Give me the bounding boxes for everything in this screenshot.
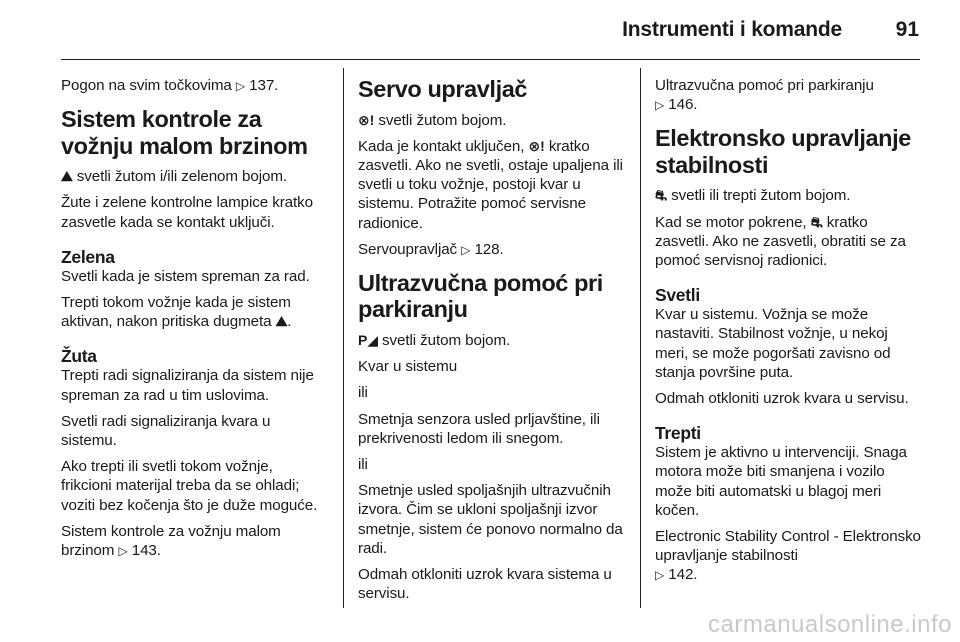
paragraph: Trepti radi signaliziranja da sistem nije spreman za rad u tim uslovima. — [61, 367, 314, 404]
subheading-yellow: Žuta — [61, 346, 97, 367]
page-ref-arrow-icon: ▷ — [118, 544, 128, 559]
paragraph: Odmah otkloniti uzrok kvara sistema u servisu. — [358, 565, 612, 603]
paragraph: ili — [358, 384, 368, 402]
paragraph: Odmah otkloniti uzrok kvara u servisu. — [655, 390, 909, 408]
parking-assist-lamp-desc: P◢ svetli žutom bojom. — [358, 331, 511, 349]
paragraph: Svetli kada je sistem spreman za rad. — [61, 267, 310, 285]
page-ref-arrow-icon: ▷ — [461, 242, 471, 257]
paragraph: Smetnja senzora usled prljavštine, ili prekrivenosti ledom ili snegom. — [358, 410, 600, 447]
column-separator-1 — [343, 68, 344, 608]
column-1 — [61, 76, 327, 568]
page-ref-arrow-icon: ▷ — [655, 568, 665, 583]
paragraph: Ako trepti ili svetli tokom vožnje, frikcioni materijal treba da se ohladi; voziti bez kočenja što je duže moguće. — [61, 458, 318, 514]
parking-assist-reference: Ultrazvučna pomoć pri parkiranju ▷ 146. — [655, 77, 874, 114]
parking-assist-icon: P◢ — [358, 331, 378, 348]
column-3 — [655, 76, 921, 593]
header-rule — [61, 59, 920, 60]
heading-parking-assist: Ultrazvučna pomoć pri parkiranju — [358, 269, 603, 323]
power-steering-lamp-desc: ⊗! svetli žutom bojom. — [358, 111, 507, 129]
paragraph: Kad se motor pokrene, ⛐ kratko zasvetli. Ako ne zasvetli, obratiti se za pomoć servisnoj radionici. — [655, 213, 906, 270]
subheading-flashing: Trepti — [655, 423, 701, 444]
power-steering-icon: ⊗! — [358, 111, 375, 128]
paragraph: ili — [358, 455, 368, 473]
low-speed-lamp-desc: ⛰ svetli žutom i/ili zelenom bojom. — [61, 168, 288, 186]
low-speed-control-icon: ⛰ — [275, 313, 288, 330]
paragraph: Sistem je aktivno u intervenciji. Snaga motora može biti smanjena i vozilo može biti automatski u blagoj meri kočen. — [655, 444, 907, 519]
column-separator-2 — [640, 68, 641, 608]
paragraph: Kvar u sistemu — [358, 358, 458, 376]
page-ref-arrow-icon: ▷ — [235, 79, 246, 93]
watermark: carmanualsonline.info — [708, 611, 952, 638]
page-header-title: Instrumenti i komande — [622, 18, 842, 41]
low-speed-control-icon: ⛰ — [61, 168, 73, 185]
paragraph: Svetli radi signaliziranja kvara u sistemu. — [61, 412, 271, 450]
heading-low-speed-control: Sistem kontrole za vožnju malom brzinom — [61, 106, 308, 159]
column-2 — [358, 76, 624, 610]
esc-icon: ⛐ — [655, 187, 667, 204]
paragraph: Trepti tokom vožnje kada je sistem aktivan, nakon pritiska dugmeta ⛰. — [61, 294, 292, 331]
esc-reference: Electronic Stability Control - Elektronsko upravljanje stabilnosti ▷ 142. — [655, 528, 921, 584]
subheading-lit: Svetli — [655, 285, 700, 306]
heading-power-steering: Servo upravljač — [358, 76, 528, 102]
paragraph: Žute i zelene kontrolne lampice kratko zasvetle kada se kontakt uključi. — [61, 194, 313, 231]
low-speed-reference: Sistem kontrole za vožnju malom brzinom ▷ 143. — [61, 522, 281, 560]
power-steering-reference: Servoupravljač ▷ 128. — [358, 240, 504, 258]
power-steering-icon: ⊗! — [528, 137, 545, 154]
awd-reference: Pogon na svim točkovima ▷ 137. — [61, 77, 279, 94]
paragraph: Smetnje usled spoljašnjih ultrazvučnih izvora. Čim se ukloni spoljašnji izvor smetnje, sistem će ponovo normalno da radi. — [358, 482, 623, 557]
heading-esc: Elektronsko upravljanje stabilnosti — [655, 125, 911, 178]
page-number: 91 — [895, 18, 919, 41]
subheading-green: Zelena — [61, 246, 115, 267]
esc-icon: ⛐ — [810, 213, 823, 230]
paragraph: Kada je kontakt uključen, ⊗! kratko zasvetli. Ako ne svetli, ostaje upaljena ili svetli u toku vožnje, postoji kvar u sistemu. Potražite pomoć servisne radionice. — [358, 137, 623, 232]
esc-lamp-desc: ⛐ svetli ili trepti žutom bojom. — [655, 187, 851, 205]
page-ref-arrow-icon: ▷ — [655, 98, 665, 113]
paragraph: Kvar u sistemu. Vožnja se može nastaviti. Stabilnost vožnje, u nekoj meri, se može pogoršati zavisno od stanja površine puta. — [655, 306, 891, 381]
